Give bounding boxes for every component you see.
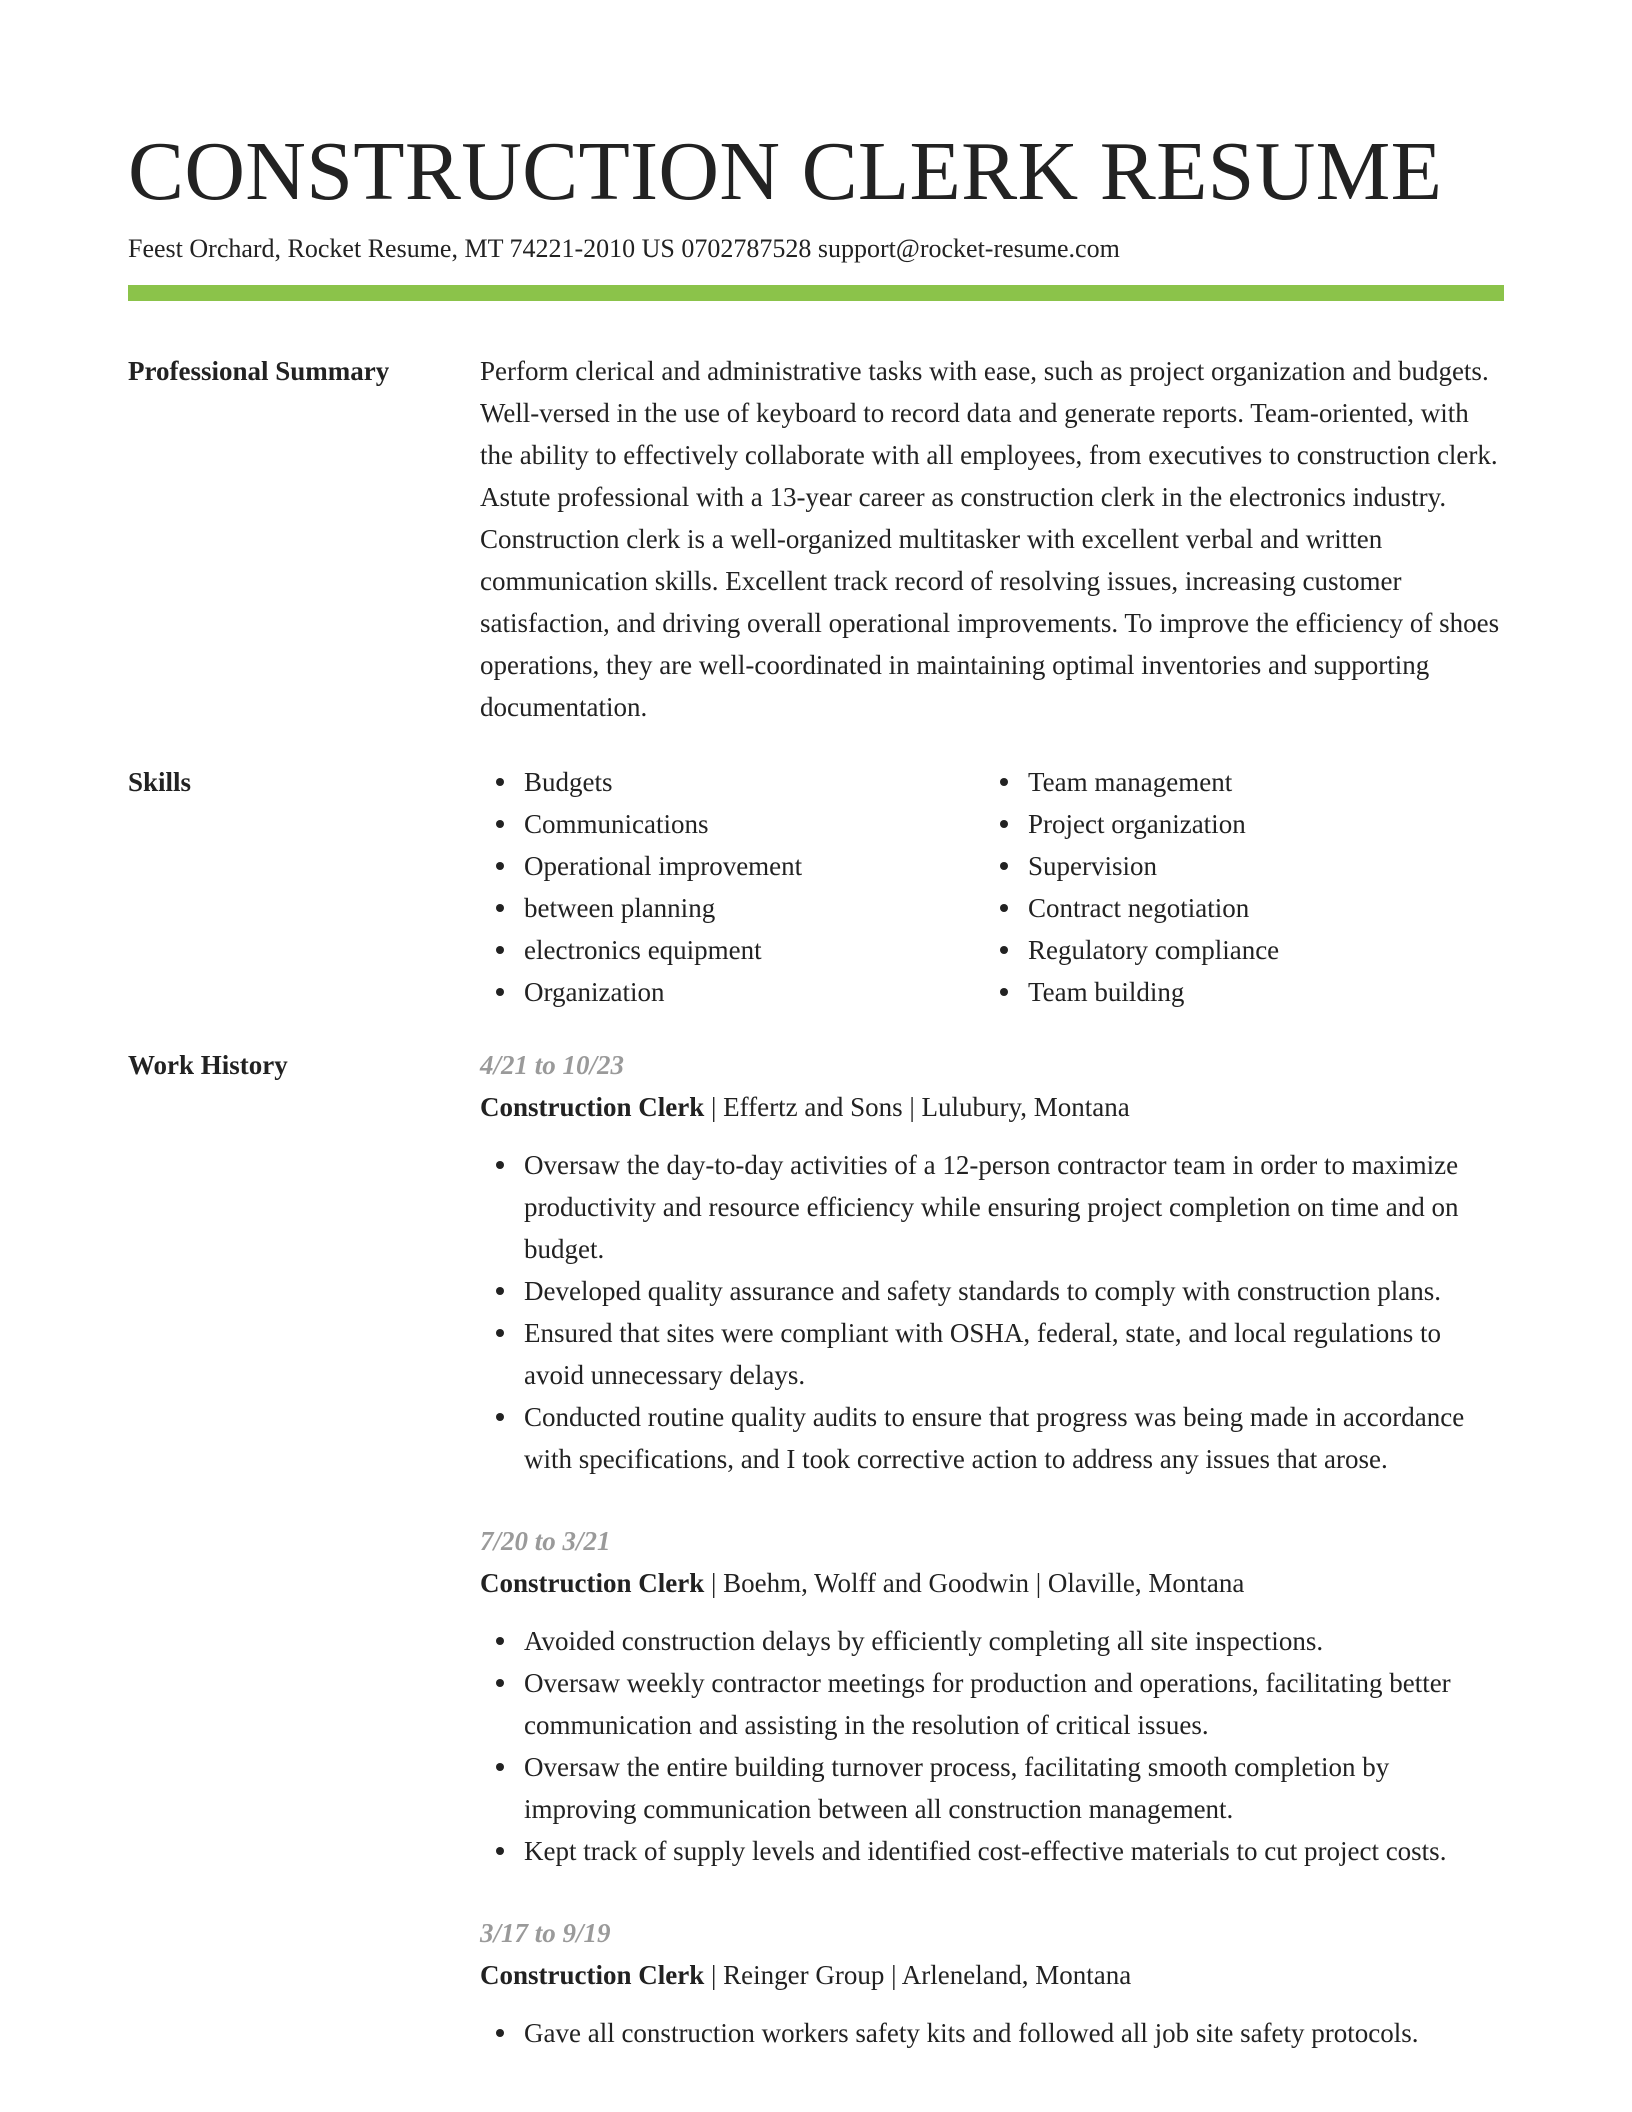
job-bullet: Conducted routine quality audits to ensure that progress was being made in accordance with specifications, and I took corrective action to address any issues that arose. (480, 1396, 1504, 1480)
accent-divider (128, 285, 1504, 301)
job-title: Construction Clerk (480, 1960, 705, 1990)
job-dates: 3/17 to 9/19 (480, 1918, 611, 1948)
job-company: Effertz and Sons (723, 1092, 903, 1122)
work-history-label: Work History (128, 1050, 288, 1080)
skill-item: Budgets (480, 761, 960, 803)
job-separator: | (704, 1568, 724, 1598)
skill-item: between planning (480, 887, 960, 929)
job-title: Construction Clerk (480, 1568, 705, 1598)
job-bullet: Developed quality assurance and safety standards to comply with construction plans. (480, 1270, 1504, 1312)
skill-item: Organization (480, 971, 960, 1013)
job-bullet: Oversaw weekly contractor meetings for production and operations, facilitating better communication and assisting in the resolution of critical issues. (480, 1662, 1504, 1746)
skill-item: electronics equipment (480, 929, 960, 971)
skills-list (480, 761, 1504, 1021)
contact-line: Feest Orchard, Rocket Resume, MT 74221-2010 US 0702787528 support@rocket-resume.com (128, 234, 1120, 263)
skills-column-right (984, 761, 1504, 1013)
job-dates: 4/21 to 10/23 (480, 1050, 625, 1080)
job-separator: | (704, 1092, 724, 1122)
skill-item: Supervision (984, 845, 1504, 887)
resume-title: CONSTRUCTION CLERK RESUME (128, 125, 1443, 218)
skill-item: Team building (984, 971, 1504, 1013)
job-bullet: Avoided construction delays by efficiently completing all site inspections. (480, 1620, 1504, 1662)
skill-item: Operational improvement (480, 845, 960, 887)
skill-item: Contract negotiation (984, 887, 1504, 929)
job-bullet: Gave all construction workers safety kits and followed all job site safety protocols. (480, 2012, 1504, 2054)
work-history (480, 1044, 1504, 2094)
job-company: Reinger Group (723, 1960, 885, 1990)
job-bullet: Ensured that sites were compliant with OSHA, federal, state, and local regulations to avoid unnecessary delays. (480, 1312, 1504, 1396)
job-separator: | (884, 1960, 902, 1990)
job-heading (480, 1086, 1504, 1128)
skills-column-left (480, 761, 960, 1013)
job-entry (480, 1520, 1504, 1872)
job-company: Boehm, Wolff and Goodwin (723, 1568, 1029, 1598)
skill-item: Regulatory compliance (984, 929, 1504, 971)
skill-item: Project organization (984, 803, 1504, 845)
job-bullets (480, 2012, 1504, 2054)
job-bullets (480, 1144, 1504, 1480)
job-bullet: Kept track of supply levels and identified cost-effective materials to cut project costs. (480, 1830, 1504, 1872)
resume-page (128, 0, 1504, 2112)
skills-label: Skills (128, 767, 192, 797)
job-location: Arleneland, Montana (901, 1960, 1132, 1990)
summary-label: Professional Summary (128, 356, 390, 386)
job-separator: | (1028, 1568, 1048, 1598)
job-separator: | (704, 1960, 724, 1990)
job-entry (480, 1044, 1504, 1480)
job-entry (480, 1912, 1504, 2054)
job-dates: 7/20 to 3/21 (480, 1526, 611, 1556)
skill-item: Team management (984, 761, 1504, 803)
job-location: Olaville, Montana (1047, 1568, 1245, 1598)
job-heading (480, 1562, 1504, 1604)
skill-item: Communications (480, 803, 960, 845)
job-bullet: Oversaw the day-to-day activities of a 12-person contractor team in order to maximize productivity and resource efficiency while ensuring project completion on time and on budget. (480, 1144, 1504, 1270)
job-heading (480, 1954, 1504, 1996)
job-bullet: Oversaw the entire building turnover process, facilitating smooth completion by improving communication between all construction management. (480, 1746, 1504, 1830)
job-bullets (480, 1620, 1504, 1872)
summary-text: Perform clerical and administrative tasks with ease, such as project organization and budgets. Well-versed in the use of keyboard to record data and generate reports. Team-oriented, with the ability to effectively collaborate with all employees, from executives to construction clerk. Astute professional with a 13-year career as construction clerk in the electronics industry. Construction clerk is a well-organized multitasker with excellent verbal and written communication skills. Excellent track record of resolving issues, increasing customer satisfaction, and driving overall operational improvements. To improve the efficiency of shoes operations, they are well-coordinated in maintaining optimal inventories and supporting documentation. (480, 356, 1500, 722)
job-title: Construction Clerk (480, 1092, 705, 1122)
job-separator: | (902, 1092, 922, 1122)
job-location: Lulubury, Montana (921, 1092, 1130, 1122)
